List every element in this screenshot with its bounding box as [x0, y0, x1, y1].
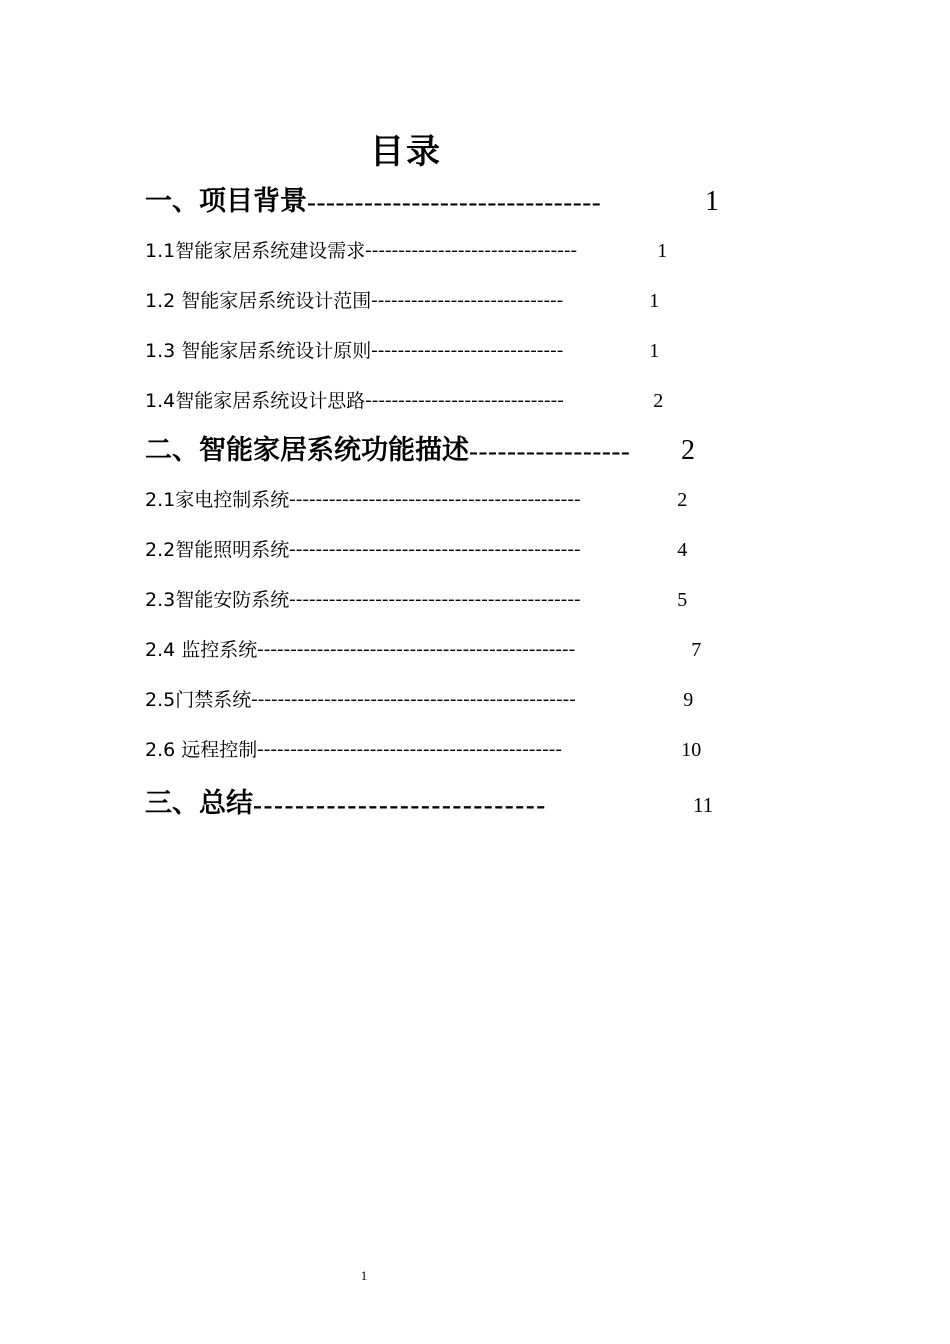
toc-leader: ----------------------------: [253, 790, 547, 820]
toc-leader: --------------------------------------------: [289, 539, 581, 560]
toc-title: 目录: [370, 132, 442, 172]
toc-section-1-label: 一、项目背景: [145, 186, 307, 217]
toc-item-label: 1.1智能家居系统建设需求: [145, 240, 366, 262]
toc-section-3-label: 三、总结: [145, 788, 253, 819]
toc-page-number: 1: [705, 186, 719, 217]
toc-leader: -------------------------------: [307, 187, 602, 217]
toc-page-number: 2: [653, 390, 664, 412]
toc-item-label: 2.4 监控系统: [145, 639, 258, 661]
toc-section-3[interactable]: [145, 785, 745, 823]
toc-item-1-4[interactable]: [145, 387, 725, 415]
toc-page-number: 10: [681, 739, 702, 761]
toc-page-number: 1: [649, 290, 660, 312]
toc-item-label: 2.3智能安防系统: [145, 589, 290, 611]
toc-leader: -----------------------------: [371, 340, 564, 361]
toc-page-number: 1: [649, 340, 660, 362]
toc-page-number: 7: [691, 639, 702, 661]
toc-item-2-5[interactable]: [145, 686, 735, 714]
toc-item-label: 1.4智能家居系统设计思路: [145, 390, 366, 412]
toc-item-2-4[interactable]: [145, 636, 735, 664]
toc-leader: --------------------------------------------: [289, 489, 581, 510]
toc-page-number: 2: [681, 435, 695, 466]
toc-leader: ------------------------------------------------: [257, 639, 576, 660]
toc-page-number: 2: [677, 489, 688, 511]
toc-item-2-6[interactable]: [145, 736, 745, 764]
toc-section-2[interactable]: [145, 432, 745, 470]
toc-item-label: 2.1家电控制系统: [145, 489, 290, 511]
toc-item-label: 1.3 智能家居系统设计原则: [145, 340, 372, 362]
toc-page-number: 5: [677, 589, 688, 611]
toc-page-number: 9: [683, 689, 694, 711]
toc-leader: ------------------------------: [365, 390, 565, 411]
toc-item-1-1[interactable]: [145, 237, 725, 265]
toc-leader: -----------------------------: [371, 290, 564, 311]
toc-page-number: 1: [657, 240, 668, 262]
toc-item-1-3[interactable]: [145, 337, 725, 365]
toc-item-2-3[interactable]: [145, 586, 735, 614]
toc-item-2-1[interactable]: [145, 486, 735, 514]
footer-page-number: 1: [360, 1268, 368, 1283]
toc-leader: --------------------------------------------: [289, 589, 581, 610]
toc-leader: -----------------: [469, 436, 631, 466]
toc-item-label: 2.2智能照明系统: [145, 539, 290, 561]
toc-section-2-label: 二、智能家居系统功能描述: [145, 435, 469, 466]
toc-item-label: 2.5门禁系统: [145, 689, 252, 711]
toc-item-label: 2.6 远程控制: [145, 739, 258, 761]
toc-section-1[interactable]: [145, 183, 745, 221]
toc-leader: -------------------------------------------------: [251, 689, 576, 710]
toc-item-1-2[interactable]: [145, 287, 725, 315]
toc-page-number: 11: [693, 793, 714, 817]
toc-item-label: 1.2 智能家居系统设计范围: [145, 290, 372, 312]
toc-page-number: 4: [677, 539, 688, 561]
toc-leader: ----------------------------------------------: [257, 739, 563, 760]
toc-item-2-2[interactable]: [145, 536, 735, 564]
toc-leader: --------------------------------: [365, 240, 578, 261]
